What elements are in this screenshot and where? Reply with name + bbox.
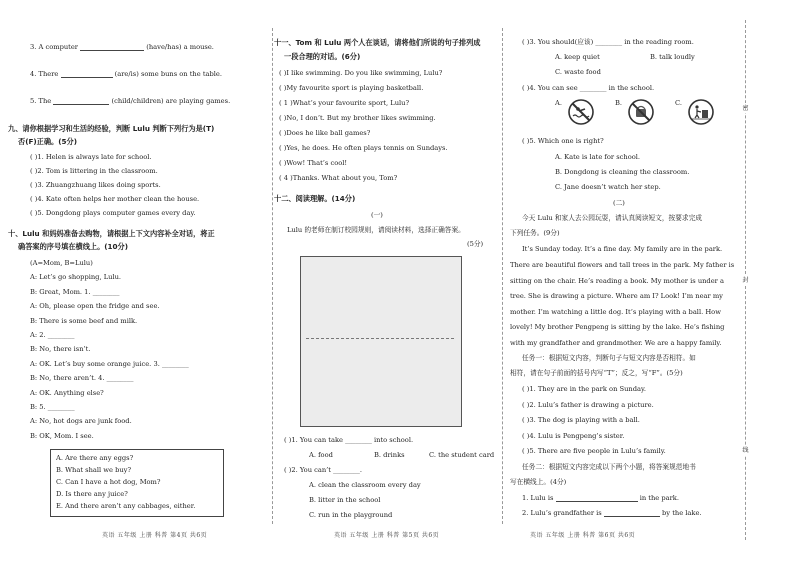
tf-item[interactable]: ( )5. Dongdong plays computer games every day. <box>30 209 196 217</box>
task-2-q1: 1. Lulu is in the park. <box>522 494 679 502</box>
dialog-line: A: Oh, please open the fridge and see. <box>30 302 160 310</box>
part-1-heading: (一) <box>371 211 383 219</box>
option-b[interactable]: B. Dongdong is cleaning the classroom. <box>555 168 690 176</box>
section-11-title-cont: 一段合理的对话。(6分) <box>284 52 361 61</box>
option-a[interactable]: A. Kate is late for school. <box>555 153 641 161</box>
question-5[interactable]: ( )5. Which one is right? <box>522 137 604 145</box>
option-a[interactable]: A. food <box>309 451 333 459</box>
answer-blank[interactable] <box>61 70 113 78</box>
question-4[interactable]: ( )4. You can see ________ in the school. <box>522 84 655 92</box>
page-footer: 英语 五年级 上册 科普 第5页 共6页 <box>334 532 440 539</box>
dialog-line: (A=Mom, B=Lulu) <box>30 259 93 267</box>
section-11-title: 十一、Tom 和 Lulu 两个人在谈话，请将他们所说的句子排列成 <box>274 38 481 47</box>
dialog-line: B: There is some beef and milk. <box>30 317 138 325</box>
order-item[interactable]: ( )No, I don’t. But my brother likes swimming. <box>279 114 436 122</box>
q3-line: 3. A computer (have/has) a mouse. <box>30 43 214 51</box>
section-9-title-cont: 否(F)正确。(5分) <box>18 137 77 146</box>
rules-divider <box>306 338 454 339</box>
school-rules-box <box>300 256 462 427</box>
option-item: E. And there aren’t any cabbages, either. <box>56 502 196 510</box>
dialog-line: A: Let’s go shopping, Lulu. <box>30 273 122 281</box>
section-12-title: 十二、阅读理解。(14分) <box>274 194 356 203</box>
tf-item[interactable]: ( )1. They are in the park on Sunday. <box>522 385 646 393</box>
column-divider <box>272 28 273 524</box>
task-2-instruction: 写在横线上。(4分) <box>510 478 567 486</box>
q5-line: 5. The (child/children) are playing games. <box>30 97 231 105</box>
option-a[interactable]: A. keep quiet <box>555 53 600 61</box>
order-item[interactable]: ( )Yes, he does. He often plays tennis on Sundays. <box>279 144 448 152</box>
option-b[interactable]: B. talk loudly <box>650 53 695 61</box>
tf-item[interactable]: ( )4. Lulu is Pengpeng’s sister. <box>522 432 625 440</box>
q4-line: 4. There (are/is) some buns on the table. <box>30 70 223 78</box>
tf-item[interactable]: ( )1. Helen is always late for school. <box>30 153 152 161</box>
option-c[interactable]: C. run in the playground <box>309 511 393 519</box>
question-2[interactable]: ( )2. You can’t ________. <box>284 466 362 474</box>
task-2-instruction: 任务二：根据短文内容完成以下两个小题，将答案规范地书 <box>522 463 696 471</box>
dialog-line: B: No, there isn’t. <box>30 345 91 353</box>
question-3[interactable]: ( )3. You should(应该) ________ in the reading room. <box>522 38 694 46</box>
order-item[interactable]: ( 1 )What’s your favourite sport, Lulu? <box>279 99 410 107</box>
pic-label-b: B. <box>615 99 623 107</box>
answer-blank[interactable] <box>53 97 109 105</box>
section-10-title: 十、Lulu 和妈妈准备去购物，请根据上下文内容补全对话，将正 <box>8 229 215 238</box>
part-2-intro: 今天 Lulu 和家人去公园玩耍，请认真阅读短文，按要求完成 <box>522 214 702 222</box>
order-item[interactable]: ( )I like swimming. Do you like swimming, Lulu? <box>279 69 443 77</box>
pic-label-c: C. <box>675 99 683 107</box>
option-b[interactable]: B. drinks <box>374 451 405 459</box>
option-b[interactable]: B. litter in the school <box>309 496 381 504</box>
margin-mark: 线 <box>742 447 749 454</box>
part-1-score: (5分) <box>467 240 484 248</box>
option-c[interactable]: C. Jane doesn’t watch her step. <box>555 183 661 191</box>
option-item: B. What shall we buy? <box>56 466 132 474</box>
dialog-line: A: OK. Anything else? <box>30 389 104 397</box>
dialog-line: A: 2. ________ <box>30 331 75 339</box>
order-item[interactable]: ( )Does he like ball games? <box>279 129 371 137</box>
tf-item[interactable]: ( )2. Lulu’s father is drawing a picture. <box>522 401 654 409</box>
task-2-q2: 2. Lulu’s grandfather is by the lake. <box>522 509 702 517</box>
passage-line: It’s Sunday today. It’s a fine day. My family are in the park. <box>522 245 723 253</box>
section-9-title: 九、请你根据学习和生活的经验，判断 Lulu 判断下列行为是(T) <box>8 124 215 133</box>
dialog-line: B: Great, Mom. 1. ________ <box>30 288 120 296</box>
dialog-line: B: 5. ________ <box>30 403 75 411</box>
order-item[interactable]: ( 4 )Thanks. What about you, Tom? <box>279 174 398 182</box>
litter-bin-sign-icon[interactable] <box>688 99 714 125</box>
part-1-intro: Lulu 的老师在制订校园规则，请阅读材料，选择正确答案。 <box>287 226 465 234</box>
task-1-instruction: 任务一：根据短文内容，判断句子与短文内容是否相符。如 <box>522 354 696 362</box>
option-item: A. Are there any eggs? <box>56 454 134 462</box>
order-item[interactable]: ( )My favourite sport is playing basketball. <box>279 84 424 92</box>
answer-blank[interactable] <box>604 509 660 517</box>
passage-line: sitting on the chair. He’s reading a book. My mother is under a <box>510 277 724 285</box>
tf-item[interactable]: ( )2. Tom is littering in the classroom. <box>30 167 158 175</box>
tf-item[interactable]: ( )5. There are five people in Lulu’s family. <box>522 447 666 455</box>
section-10-title-cont: 确答案的序号填在横线上。(10分) <box>18 242 129 251</box>
margin-mark: 密 <box>742 105 749 112</box>
dialog-line: B: No, there aren’t. 4. ________ <box>30 374 134 382</box>
no-swimming-sign-icon[interactable] <box>568 99 594 125</box>
pic-label-a: A. <box>555 99 562 107</box>
passage-line: with my grandfather and grandmother. We are a happy family. <box>510 339 722 347</box>
option-item: C. Can I have a hot dog, Mom? <box>56 478 161 486</box>
answer-blank[interactable] <box>556 494 638 502</box>
dialog-line: A: OK. Let’s buy some orange juice. 3. ________ <box>30 360 189 368</box>
order-item[interactable]: ( )Wow! That’s cool! <box>279 159 348 167</box>
option-item: D. Is there any juice? <box>56 490 128 498</box>
tf-item[interactable]: ( )3. Zhuangzhuang likes doing sports. <box>30 181 161 189</box>
dialog-line: B: OK, Mom. I see. <box>30 432 94 440</box>
passage-line: mother. I’m watching a little dog. It’s playing with a ball. How <box>510 308 721 316</box>
part-2-intro: 下列任务。(9分) <box>510 229 560 237</box>
margin-mark: 封 <box>742 277 749 284</box>
passage-line: There are beautiful flowers and tall trees in the park. My father is <box>510 261 735 269</box>
answer-blank[interactable] <box>80 43 144 51</box>
page-footer: 英语 五年级 上册 科普 第4页 共6页 <box>102 532 208 539</box>
tf-item[interactable]: ( )4. Kate often helps her mother clean the house. <box>30 195 200 203</box>
dialog-line: A: No, hot dogs are junk food. <box>30 417 132 425</box>
page-footer: 英语 五年级 上册 科普 第6页 共6页 <box>530 532 636 539</box>
no-food-sign-icon[interactable] <box>628 99 654 125</box>
option-c[interactable]: C. the student card <box>429 451 495 459</box>
tf-item[interactable]: ( )3. The dog is playing with a ball. <box>522 416 640 424</box>
option-a[interactable]: A. clean the classroom every day <box>309 481 421 489</box>
task-1-instruction: 相符，请在句子前面的括号内写“T”；反之，写“F”。(5分) <box>510 369 683 377</box>
option-c[interactable]: C. waste food <box>555 68 601 76</box>
column-divider <box>502 28 503 524</box>
part-2-heading: (二) <box>613 199 625 207</box>
passage-line: tree. She is drawing a picture. Where am I? Look! I’m near my <box>510 292 723 300</box>
question-1[interactable]: ( )1. You can take ________ into school. <box>284 436 414 444</box>
passage-line: lovely! My brother Pengpeng is sitting by the lake. He’s fishing <box>510 323 725 331</box>
